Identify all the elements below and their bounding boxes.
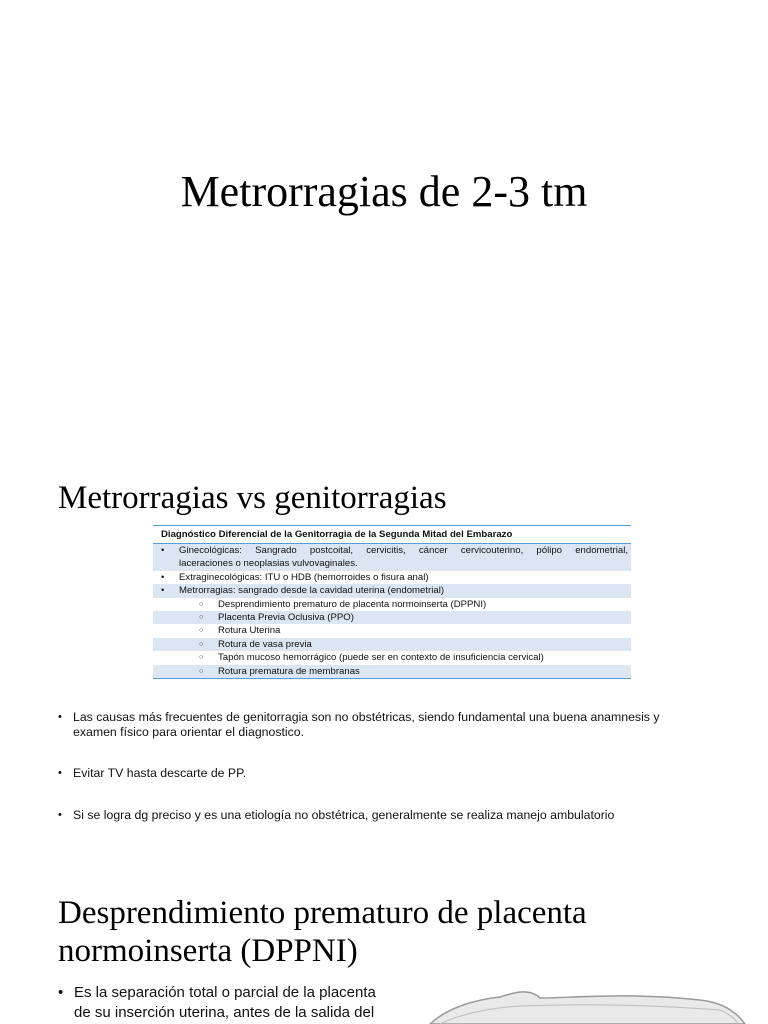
table-row: ○ Desprendimiento prematuro de placenta normoinserta (DPPNI)	[153, 598, 631, 611]
table-row: ○ Rotura prematura de membranas	[153, 665, 631, 679]
placenta-illustration-graphic	[400, 980, 768, 1024]
table-heading: Diagnóstico Diferencial de la Genitorragia de la Segunda Mitad del Embarazo	[153, 526, 631, 544]
table-row: • Metrorragias: sangrado desde la cavidad uterina (endometrial)	[153, 584, 631, 597]
slide-3	[0, 880, 768, 1024]
list-item: • Las causas más frecuentes de genitorragia son no obstétricas, siendo fundamental una buena anamnesis y examen físico para orientar el diagnostico.	[58, 710, 698, 740]
table-row: ○ Placenta Previa Oclusiva (PPO)	[153, 611, 631, 624]
placenta-illustration	[400, 980, 768, 1024]
list-item: • Evitar TV hasta descarte de PP.	[58, 766, 698, 781]
slide-1	[0, 0, 768, 450]
table-row: ○ Rotura de vasa previa	[153, 638, 631, 651]
table-row: • Ginecológicas: Sangrado postcoital, cervicitis, cáncer cervicouterino, pólipo endometrial,	[153, 544, 631, 557]
table-row: ○ Tapón mucoso hemorrágico (puede ser en contexto de insuficiencia cervical)	[153, 651, 631, 664]
list-item: • Es la separación total o parcial de la placenta de su inserción uterina, antes de la salida del	[58, 983, 388, 1023]
table-row: • Extraginecológicas: ITU o HDB (hemorroides o fisura anal)	[153, 571, 631, 584]
slide-title: Metrorragias vs genitorragias	[58, 480, 447, 516]
list-item: • Si se logra dg preciso y es una etiología no obstétrica, generalmente se realiza manejo ambulatorio	[58, 808, 698, 823]
differential-diagnosis-table	[153, 525, 631, 679]
table-row: ○ Rotura Uterina	[153, 624, 631, 637]
slide-title: Metrorragias de 2-3 tm	[180, 167, 588, 216]
slide-2	[0, 450, 768, 880]
table-row: laceraciones o neoplasias vulvovaginales.	[153, 557, 631, 570]
slide-title: Desprendimiento prematuro de placenta normoinserta (DPPNI)	[58, 895, 587, 969]
